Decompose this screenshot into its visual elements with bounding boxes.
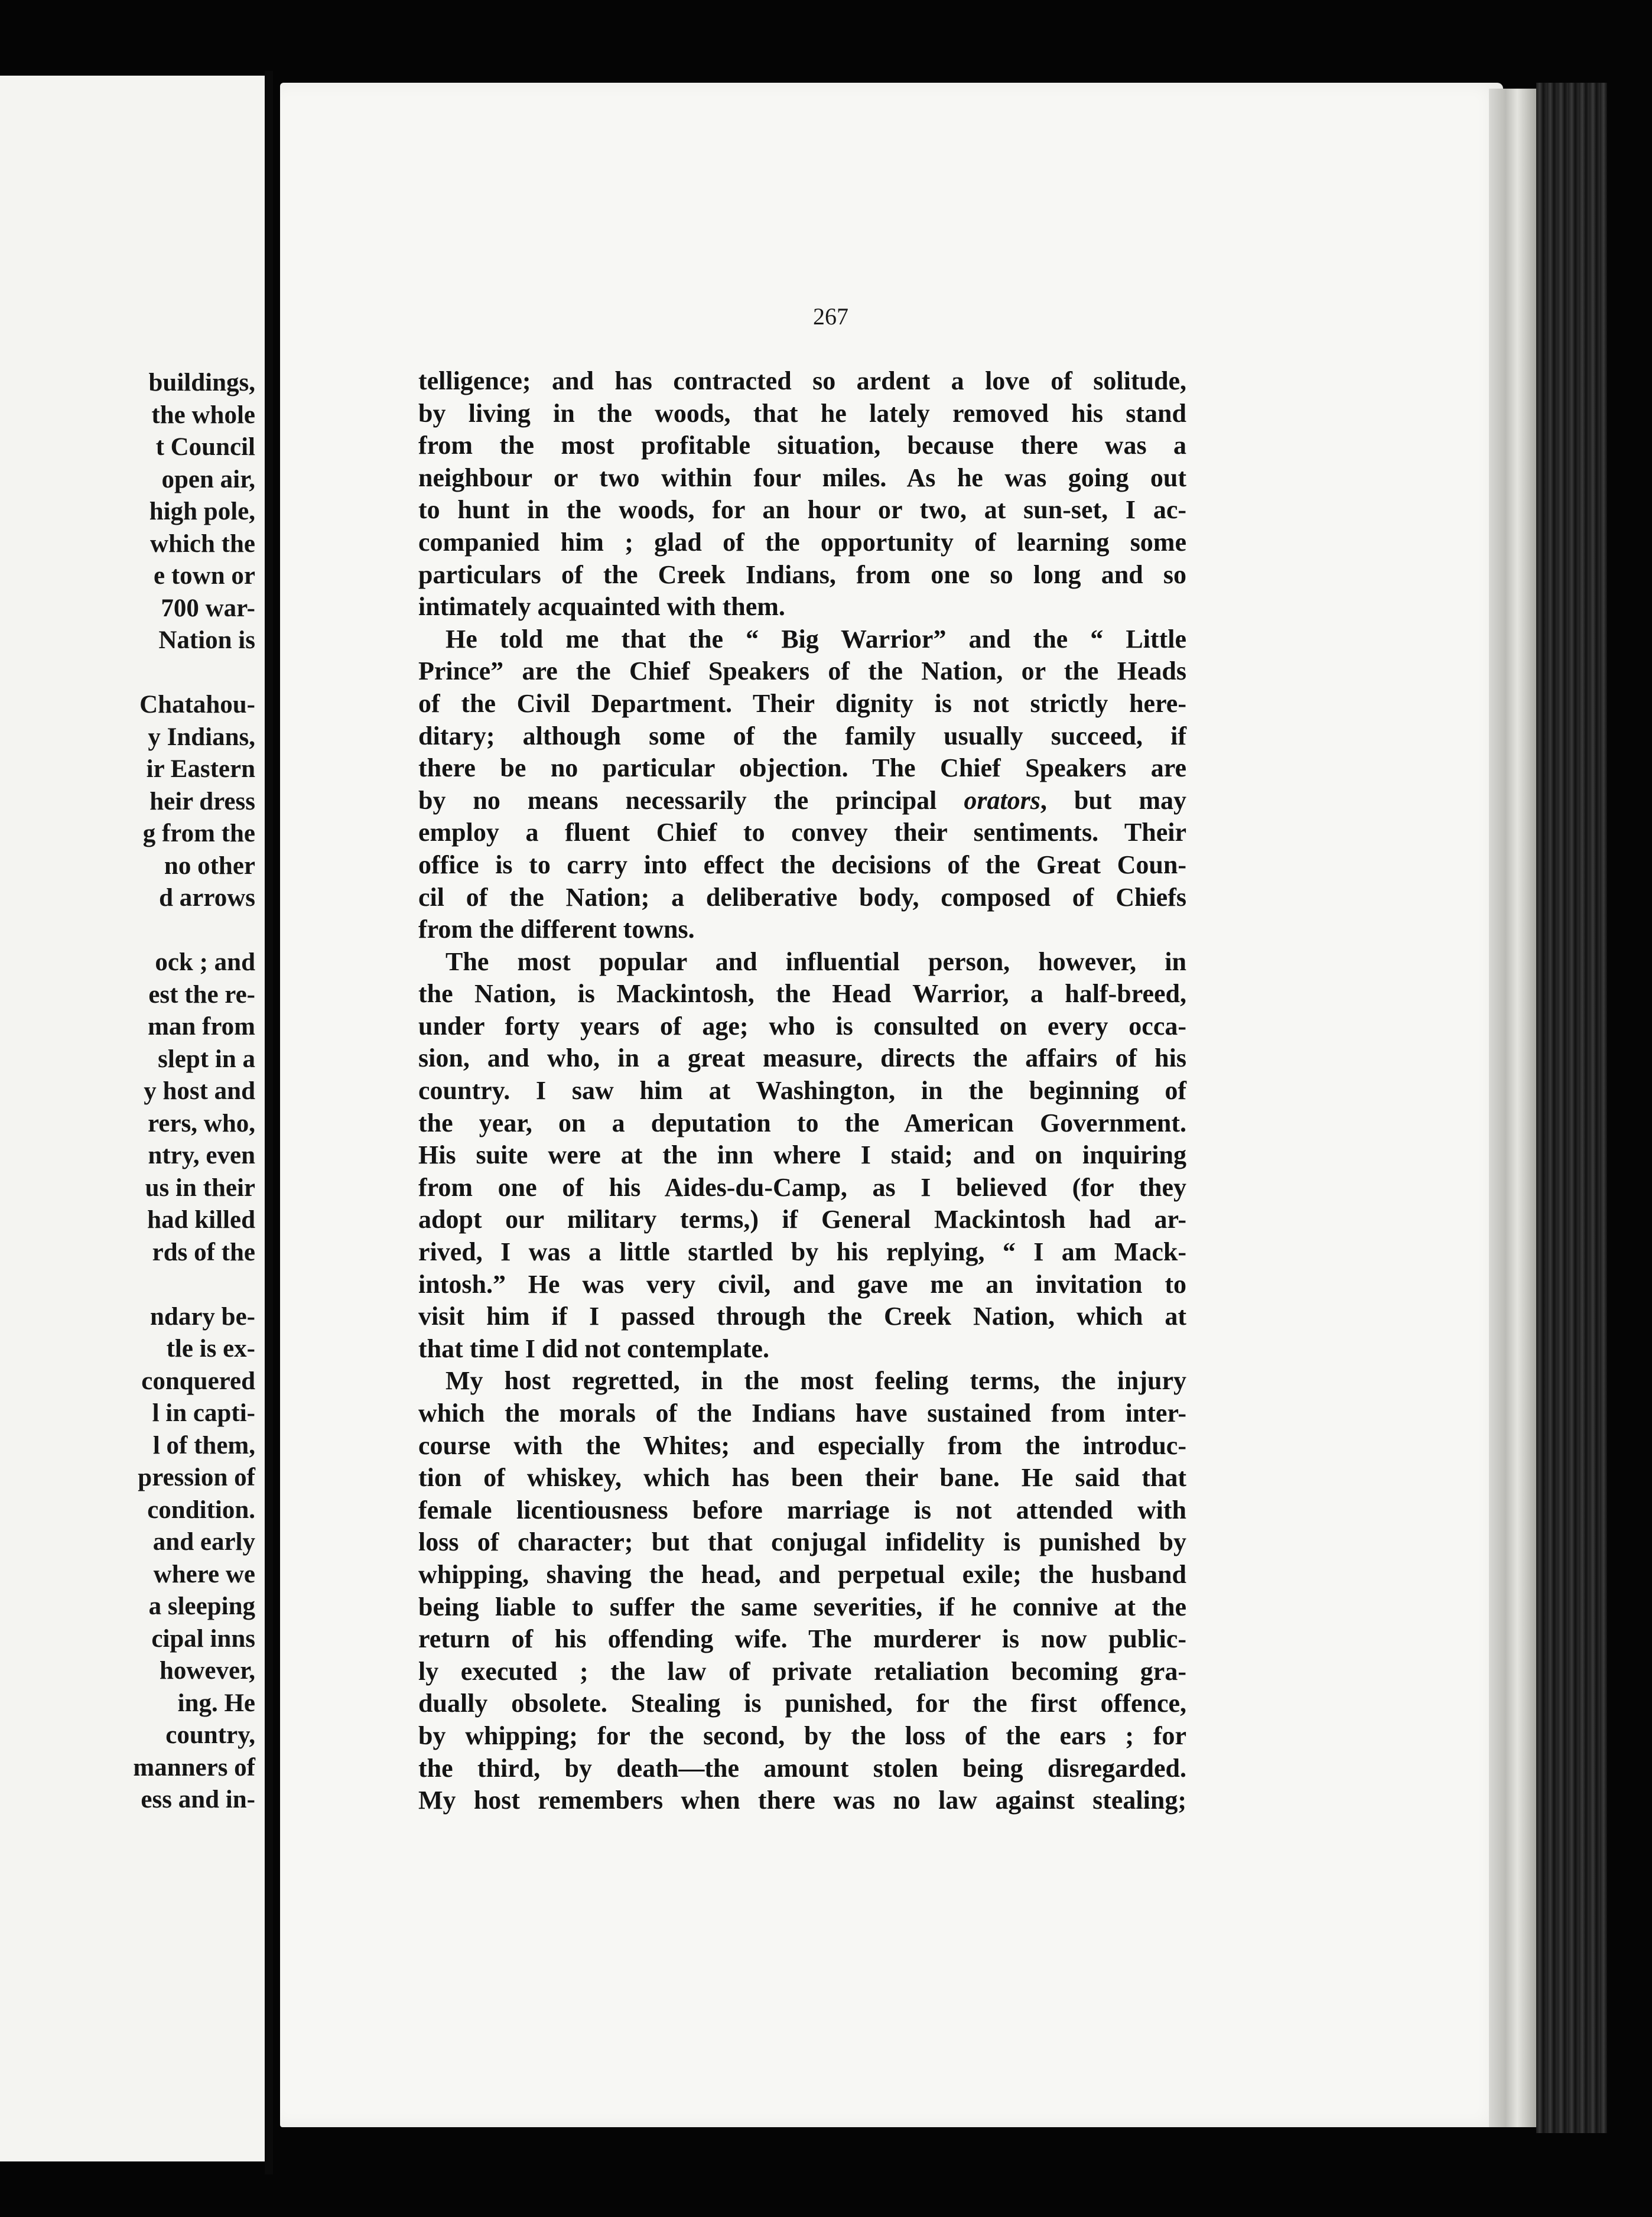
previous-page-line: manners of (133, 1753, 255, 1782)
previous-page-line: no other (164, 851, 255, 880)
text-line: My host regretted, in the most feeling terms, the injury (445, 1366, 1186, 1396)
text-line: from the different towns. (418, 915, 695, 944)
previous-page-line: l of them, (152, 1431, 255, 1459)
book-gutter (265, 71, 273, 2174)
text-line: rived, I was a little startled by his replying, “ I am Mack- (418, 1237, 1186, 1267)
text-line: Prince” are the Chief Speakers of the Nation, or the Heads (418, 656, 1186, 686)
text-line: that time I did not contemplate. (418, 1334, 769, 1363)
text-line: ditary; although some of the family usually succeed, if (418, 721, 1186, 750)
text-line: visit him if I passed through the Creek Nation, which at (418, 1302, 1186, 1331)
text-line: companied him ; glad of the opportunity of learning some (418, 527, 1186, 557)
previous-page-line: a sleeping (148, 1592, 255, 1620)
page-body-text (418, 365, 1186, 1817)
previous-page-line: pression of (138, 1464, 255, 1491)
previous-page-line: had killed (147, 1206, 255, 1234)
text-line: female licentiousness before marriage is not attended with (418, 1495, 1186, 1524)
previous-page-line: y Indians, (148, 723, 255, 751)
previous-page-line: buildings, (148, 369, 255, 396)
book-block-edge (1536, 83, 1607, 2133)
text-line: loss of character; but that conjugal infidelity is punished by (418, 1527, 1186, 1557)
previous-page-line: us in their (145, 1173, 255, 1202)
previous-page (0, 76, 265, 2161)
previous-page-line: rers, who, (148, 1109, 255, 1137)
previous-page-line: ntry, even (148, 1142, 255, 1169)
text-line: He told me that the “ Big Warrior” and the “ Little (445, 624, 1186, 654)
previous-page-line: ndary be- (150, 1302, 255, 1331)
previous-page-line: slept in a (158, 1045, 255, 1073)
text-line: cil of the Nation; a deliberative body, composed of Chiefs (418, 882, 1186, 912)
previous-page-line: t Council (155, 433, 255, 461)
previous-page-line: d arrows (159, 884, 255, 912)
page-edge (1489, 89, 1536, 2127)
previous-page-line: ess and in- (141, 1786, 255, 1813)
previous-page-line: rds of the (152, 1238, 255, 1266)
text-line: My host remembers when there was no law against stealing; (418, 1786, 1186, 1815)
previous-page-line: 700 war- (161, 594, 255, 622)
text-line: His suite were at the inn where I staid; and on inquiring (418, 1140, 1186, 1170)
previous-page-line: g from the (142, 820, 255, 847)
text-line: of the Civil Department. Their dignity is not strictly here- (418, 688, 1186, 718)
text-line: adopt our military terms,) if General Mackintosh had ar- (418, 1205, 1186, 1234)
previous-page-line: and early (152, 1528, 255, 1556)
previous-page-line: e town or (154, 562, 255, 590)
previous-page-line: however, (159, 1657, 255, 1685)
previous-page-line: Nation is (158, 626, 255, 654)
text-line: return of his offending wife. The murderer is now public- (418, 1624, 1186, 1654)
previous-page-line: cipal inns (151, 1624, 255, 1653)
text-line: from one of his Aides-du-Camp, as I believed (for they (418, 1172, 1186, 1202)
text-line: whipping, shaving the head, and perpetual exile; the husband (418, 1559, 1186, 1589)
previous-page-line: est the re- (148, 980, 255, 1009)
previous-page-line (0, 1269, 255, 1301)
text-line: by living in the woods, that he lately removed his stand (418, 398, 1186, 428)
previous-page-line: heir dress (149, 787, 255, 815)
text-line: the year, on a deputation to the American Government. (418, 1108, 1186, 1137)
text-line: there be no particular objection. The Chief Speakers are (418, 753, 1186, 783)
previous-page-line: ock ; and (155, 948, 255, 976)
text-line: ly executed ; the law of private retaliation becoming gra- (418, 1656, 1186, 1686)
previous-page-line: the whole (151, 401, 255, 429)
previous-page-line: which the (150, 529, 255, 558)
previous-page-line: ir Eastern (146, 755, 255, 783)
previous-page-line: y host and (144, 1077, 255, 1105)
previous-page-line: where we (153, 1560, 255, 1588)
text-line: by no means necessarily the principal orators, but may (418, 785, 1187, 815)
text-line: the Nation, is Mackintosh, the Head Warrior, a half-breed, (418, 979, 1186, 1009)
previous-page-line: condition. (147, 1496, 255, 1524)
text-line: dually obsolete. Stealing is punished, for the first offence, (418, 1689, 1186, 1718)
previous-page-line: open air, (161, 465, 255, 493)
text-line: tion of whiskey, which has been their bane. He said that (418, 1463, 1186, 1493)
text-line: particulars of the Creek Indians, from one so long and so (418, 560, 1186, 589)
text-line: to hunt in the woods, for an hour or two, at sun-set, I ac- (418, 495, 1186, 525)
text-line: country. I saw him at Washington, in the beginning of (418, 1076, 1186, 1106)
previous-page-line: Chatahou- (139, 691, 255, 719)
text-line: The most popular and influential person, however, in (445, 947, 1186, 976)
text-line: sion, and who, in a great measure, directs the affairs of his (418, 1044, 1186, 1073)
text-line: employ a fluent Chief to convey their sentiments. Their (418, 818, 1186, 847)
text-line: office is to carry into effect the decisions of the Great Coun- (418, 850, 1186, 879)
previous-page-line (0, 915, 255, 947)
previous-page-line: tle is ex- (166, 1335, 255, 1363)
text-line: telligence; and has contracted so ardent a love of solitude, (418, 366, 1186, 395)
text-line: from the most profitable situation, because there was a (418, 431, 1186, 460)
previous-page-line: high pole, (149, 498, 255, 525)
previous-page-line: country, (165, 1721, 255, 1749)
text-line: under forty years of age; who is consulted on every occa- (418, 1011, 1186, 1041)
text-line: by whipping; for the second, by the loss of the ears ; for (418, 1721, 1186, 1750)
text-line: course with the Whites; and especially from the introduc- (418, 1431, 1186, 1460)
previous-page-text (0, 367, 255, 1816)
text-line: intosh.” He was very civil, and gave me an invitation to (418, 1269, 1186, 1299)
text-line: neighbour or two within four miles. As he was going out (418, 463, 1186, 492)
previous-page-line (0, 657, 255, 690)
text-line: the third, by death—the amount stolen being disregarded. (418, 1753, 1186, 1783)
previous-page-line: ing. He (177, 1689, 255, 1717)
text-line: being liable to suffer the same severities, if he connive at the (418, 1592, 1186, 1621)
text-line: intimately acquainted with them. (418, 592, 785, 622)
page-number: 267 (813, 303, 848, 330)
text-line: which the morals of the Indians have sustained from inter- (418, 1399, 1186, 1428)
previous-page-line: conquered (141, 1367, 255, 1395)
previous-page-line: l in capti- (152, 1399, 255, 1427)
previous-page-line: man from (148, 1013, 255, 1041)
